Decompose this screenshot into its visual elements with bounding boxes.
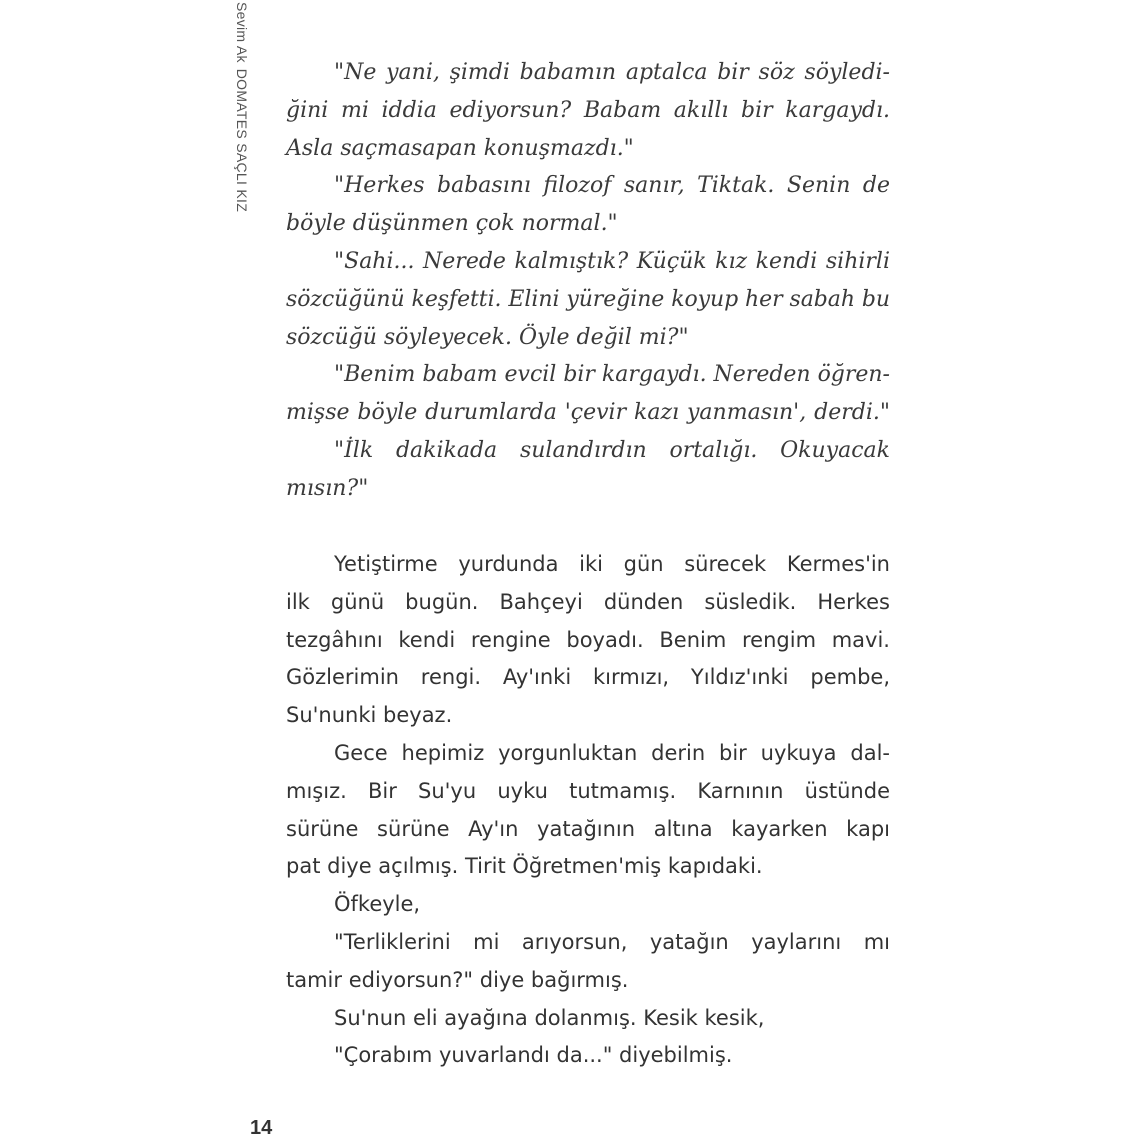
text-line: "Benim babam evcil bir kargaydı. Nereden öğren- bbox=[334, 362, 890, 388]
dialogue-section bbox=[286, 54, 890, 508]
book-title: DOMATES SAÇLI KIZ bbox=[234, 68, 250, 213]
text-line: sürüne sürüne Ay'ın yatağının altına kayarken kapı bbox=[286, 816, 890, 841]
text-line: "Herkes babasını filozof sanır, Tiktak. Senin de bbox=[334, 173, 890, 199]
text-line: mısın?" bbox=[286, 475, 369, 501]
text-line: Gece hepimiz yorgunluktan derin bir uykuya dal- bbox=[334, 740, 890, 765]
running-header-text bbox=[234, 2, 250, 212]
text-line: Su'nun eli ayağına dolanmış. Kesik kesik, bbox=[334, 1005, 765, 1030]
text-line: "İlk dakikada sulandırdın ortalığı. Okuyacak bbox=[334, 437, 890, 463]
text-line: Öfkeyle, bbox=[334, 892, 421, 917]
text-line: Gözlerimin rengi. Ay'ınki kırmızı, Yıldız'ınki pembe, bbox=[286, 665, 890, 690]
text-line: "Sahi... Nerede kalmıştık? Küçük kız kendi sihirli bbox=[334, 248, 890, 274]
page-number: 14 bbox=[250, 1117, 273, 1139]
text-line: tamir ediyorsun?" diye bağırmış. bbox=[286, 967, 629, 992]
text-line: sözcüğünü keşfetti. Elini yüreğine koyup her sabah bu bbox=[286, 286, 890, 312]
author-name: Sevim Ak bbox=[234, 2, 250, 63]
text-line: tezgâhını kendi rengine boyadı. Benim rengim mavi. bbox=[286, 627, 890, 652]
text-line: mişse böyle durumlarda 'çevir kazı yanmasın', derdi." bbox=[286, 400, 890, 426]
text-line: Asla saçmasapan konuşmazdı." bbox=[286, 135, 634, 161]
text-line: ilk günü bugün. Bahçeyi dünden süsledik. Herkes bbox=[286, 589, 890, 614]
text-line: ğini mi iddia ediyorsun? Babam akıllı bir kargaydı. bbox=[286, 97, 890, 123]
text-line: "Ne yani, şimdi babamın aptalca bir söz söyledi- bbox=[334, 60, 890, 85]
narrative-section bbox=[286, 546, 890, 1075]
text-line: böyle düşünmen çok normal." bbox=[286, 211, 618, 237]
text-line: mışız. Bir Su'yu uyku tutmamış. Karnının üstünde bbox=[286, 778, 890, 803]
text-line: "Çorabım yuvarlandı da..." diyebilmiş. bbox=[334, 1043, 733, 1068]
text-line: "Terliklerini mi arıyorsun, yatağın yaylarını mı bbox=[334, 929, 890, 954]
text-line: pat diye açılmış. Tirit Öğretmen'miş kapıdaki. bbox=[286, 854, 763, 879]
text-line: sözcüğü söyleyecek. Öyle değil mi?" bbox=[286, 324, 689, 350]
text-line: Yetiştirme yurdunda iki gün sürecek Kermes'in bbox=[334, 552, 890, 576]
text-line: Su'nunki beyaz. bbox=[286, 703, 453, 728]
running-header bbox=[230, 0, 254, 260]
